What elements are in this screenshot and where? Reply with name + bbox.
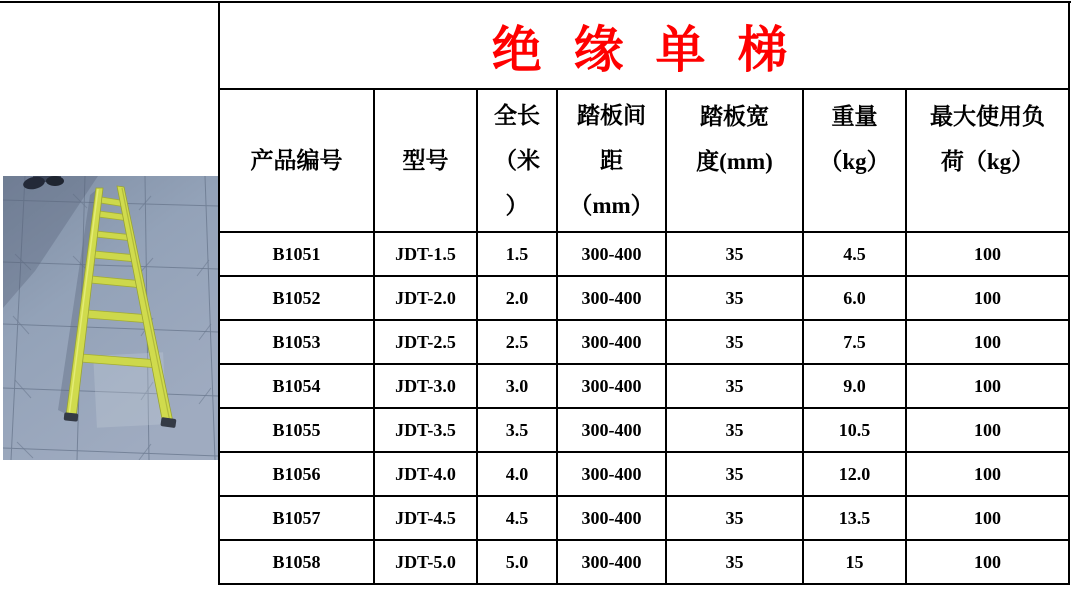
ladder-photo-illustration: [3, 176, 218, 460]
header-line: 重量: [831, 104, 878, 129]
table-cell: JDT-3.5: [374, 408, 477, 452]
header-line: 度(mm): [696, 149, 773, 174]
table-row: [219, 320, 1069, 364]
header-line: （米: [494, 148, 540, 173]
header-line: 荷（kg）: [940, 149, 1035, 174]
table-cell: 10.5: [803, 408, 906, 452]
table-cell: 12.0: [803, 452, 906, 496]
table-cell: 35: [666, 408, 803, 452]
table-cell: 4.5: [803, 232, 906, 276]
table-cell: 100: [906, 540, 1069, 584]
table-cell: 300-400: [557, 540, 666, 584]
table-cell: 35: [666, 276, 803, 320]
table-row: [219, 408, 1069, 452]
product-photo: [3, 176, 218, 460]
header-line: 踏板间: [577, 103, 646, 128]
table-row: [219, 540, 1069, 584]
table-cell: 35: [666, 364, 803, 408]
col-header-weight: [803, 89, 906, 232]
table-cell: B1052: [219, 276, 374, 320]
table-cell: 300-400: [557, 232, 666, 276]
table-cell: 9.0: [803, 364, 906, 408]
col-header-max-load: [906, 89, 1069, 232]
table-cell: 300-400: [557, 496, 666, 540]
table-row: [219, 496, 1069, 540]
col-header-total-length: [477, 89, 557, 232]
table-cell: B1058: [219, 540, 374, 584]
header-line: 产品编号: [250, 148, 343, 173]
table-cell: B1055: [219, 408, 374, 452]
table-row: [219, 276, 1069, 320]
table-cell: 100: [906, 232, 1069, 276]
table-cell: 300-400: [557, 320, 666, 364]
header-line: 最大使用负: [930, 104, 1045, 129]
spec-table: [218, 1, 1070, 585]
header-line: 踏板宽: [700, 104, 769, 129]
col-header-rung-width: [666, 89, 803, 232]
table-cell: 6.0: [803, 276, 906, 320]
table-cell: 35: [666, 232, 803, 276]
table-cell: 100: [906, 364, 1069, 408]
table-cell: JDT-4.0: [374, 452, 477, 496]
table-cell: 100: [906, 320, 1069, 364]
table-cell: JDT-2.0: [374, 276, 477, 320]
header-line: ）: [505, 193, 529, 218]
table-cell: 35: [666, 540, 803, 584]
table-cell: 100: [906, 276, 1069, 320]
table-cell: 5.0: [477, 540, 557, 584]
table-cell: 100: [906, 452, 1069, 496]
header-line: （mm）: [569, 193, 654, 218]
header-line: 全长: [494, 103, 540, 128]
header-line: （kg）: [819, 149, 890, 174]
table-cell: 35: [666, 320, 803, 364]
col-header-rung-spacing: [557, 89, 666, 232]
table-cell: 35: [666, 496, 803, 540]
table-cell: 13.5: [803, 496, 906, 540]
col-header-model: [374, 89, 477, 232]
table-cell: 100: [906, 408, 1069, 452]
table-cell: B1056: [219, 452, 374, 496]
table-cell: 2.5: [477, 320, 557, 364]
table-cell: 300-400: [557, 408, 666, 452]
table-cell: 3.5: [477, 408, 557, 452]
header-row: [219, 89, 1069, 232]
table-row: [219, 452, 1069, 496]
header-line: 型号: [402, 148, 449, 173]
table-cell: 100: [906, 496, 1069, 540]
table-cell: 300-400: [557, 364, 666, 408]
table-cell: 4.0: [477, 452, 557, 496]
table-cell: JDT-5.0: [374, 540, 477, 584]
header-line: 距: [600, 148, 623, 173]
table-cell: 4.5: [477, 496, 557, 540]
table-cell: 2.0: [477, 276, 557, 320]
table-cell: B1054: [219, 364, 374, 408]
table-cell: 300-400: [557, 276, 666, 320]
title-row: [219, 2, 1069, 89]
table-cell: JDT-3.0: [374, 364, 477, 408]
table-cell: 15: [803, 540, 906, 584]
table-cell: 7.5: [803, 320, 906, 364]
table-cell: 1.5: [477, 232, 557, 276]
table-cell: JDT-1.5: [374, 232, 477, 276]
col-header-product-code: [219, 89, 374, 232]
table-cell: 3.0: [477, 364, 557, 408]
table-cell: B1057: [219, 496, 374, 540]
table-cell: JDT-4.5: [374, 496, 477, 540]
table-row: [219, 364, 1069, 408]
table-row: [219, 232, 1069, 276]
table-cell: B1051: [219, 232, 374, 276]
table-cell: B1053: [219, 320, 374, 364]
table-cell: 35: [666, 452, 803, 496]
table-cell: JDT-2.5: [374, 320, 477, 364]
spec-table-pane: [218, 1, 1070, 585]
table-cell: 300-400: [557, 452, 666, 496]
page-title: 绝 缘 单 梯: [219, 2, 1069, 89]
